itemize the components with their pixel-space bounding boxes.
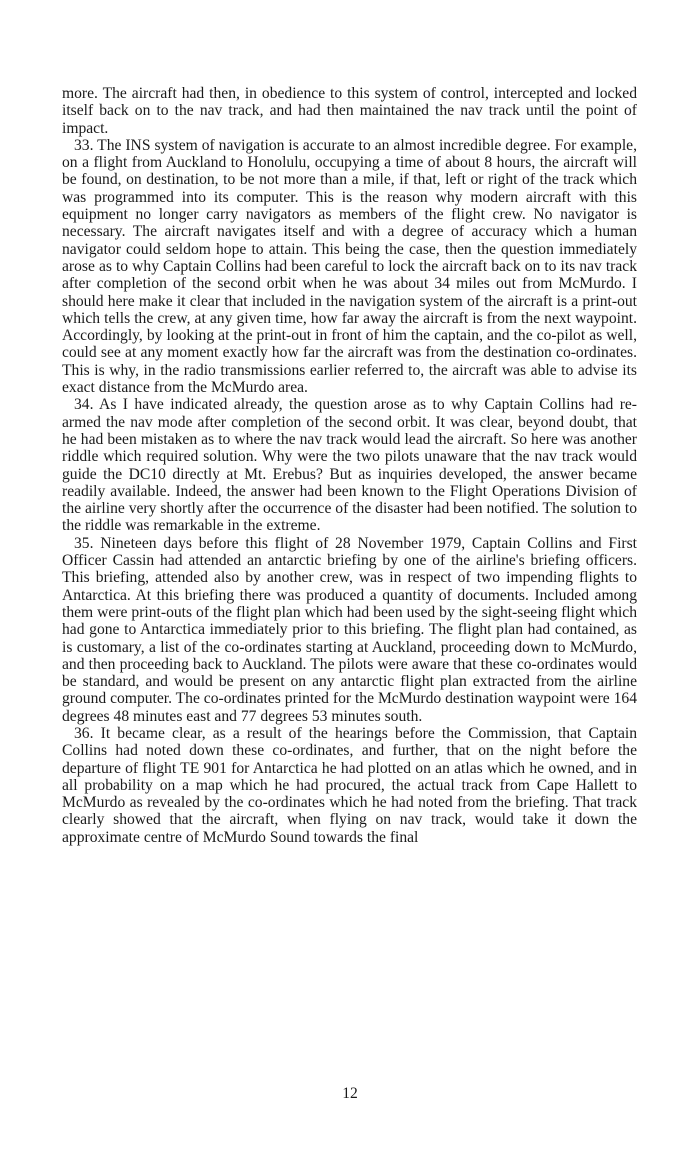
paragraph-33: 33. The INS system of navigation is accurate to an almost incredible degree. For example, on a flight from Auckland to Honolulu, occupying a time of about 8 hours, the aircraft will be found, on destination, to be not more than a mile, if that, left or right of the track which was programmed into its computer. This is the reason why modern aircraft with this equipment no longer carry navigators as members of the flight crew. No navigator is necessary. The aircraft navigates itself and with a degree of accuracy which a human navigator could seldom hope to attain. This being the case, then the question immediately arose as to why Captain Collins had been careful to lock the aircraft back on to its nav track after completion of the second orbit when he was about 34 miles out from McMurdo. I should here make it clear that included in the navigation system of the aircraft is a print-out which tells the crew, at any given time, how far away the aircraft is from the next waypoint. Accordingly, by looking at the print-out in front of him the captain, and the co-pilot as well, could see at any moment exactly how far the aircraft was from the destination co-ordinates. This is why, in the radio transmissions earlier referred to, the aircraft was able to advise its exact distance from the McMurdo area. (62, 136, 637, 397)
paragraph-continued: more. The aircraft had then, in obedience to this system of control, intercepted and locked itself back on to the nav track, and had then maintained the nav track until the point of impact. (62, 85, 637, 137)
paragraph-35: 35. Nineteen days before this flight of 28 November 1979, Captain Collins and First Officer Cassin had attended an antarctic briefing by one of the airline's briefing officers. This briefing, attended also by another crew, was in respect of two impending flights to Antarctica. At this briefing there was produced a quantity of documents. Included among them were print-outs of the flight plan which had been used by the sight-seeing flight which had gone to Antarctica immediately prior to this briefing. The flight plan had contained, as is customary, a list of the co-ordinates starting at Auckland, proceeding down to McMurdo, and then proceeding back to Auckland. The pilots were aware that these co-ordinates would be standard, and would be present on any antarctic flight plan extracted from the airline ground computer. The co-ordinates printed for the McMurdo destination waypoint were 164 degrees 48 minutes east and 77 degrees 53 minutes south. (62, 534, 637, 725)
paragraph-34: 34. As I have indicated already, the question arose as to why Captain Collins had re-armed the nav mode after completion of the second orbit. It was clear, beyond doubt, that he had been mistaken as to where the nav track would lead the aircraft. So here was another riddle which required solution. Why were the two pilots unaware that the nav track would guide the DC10 directly at Mt. Erebus? But as inquiries developed, the answer became readily available. Indeed, the answer had been known to the Flight Operations Division of the airline very shortly after the occurrence of the disaster had been notified. The solution to the riddle was remarkable in the extreme. (62, 396, 637, 535)
page-number: 12 (342, 1085, 358, 1102)
page-body (62, 85, 637, 846)
paragraph-36: 36. It became clear, as a result of the hearings before the Commission, that Captain Collins had noted down these co-ordinates, and further, that on the night before the departure of flight TE 901 for Antarctica he had plotted on an atlas which he owned, and in all probability on a map which he had procured, the actual track from Cape Hallett to McMurdo as revealed by the co-ordinates which he had noted from the briefing. That track clearly showed that the aircraft, when flying on nav track, would take it down the approximate centre of McMurdo Sound towards the final (62, 724, 637, 846)
